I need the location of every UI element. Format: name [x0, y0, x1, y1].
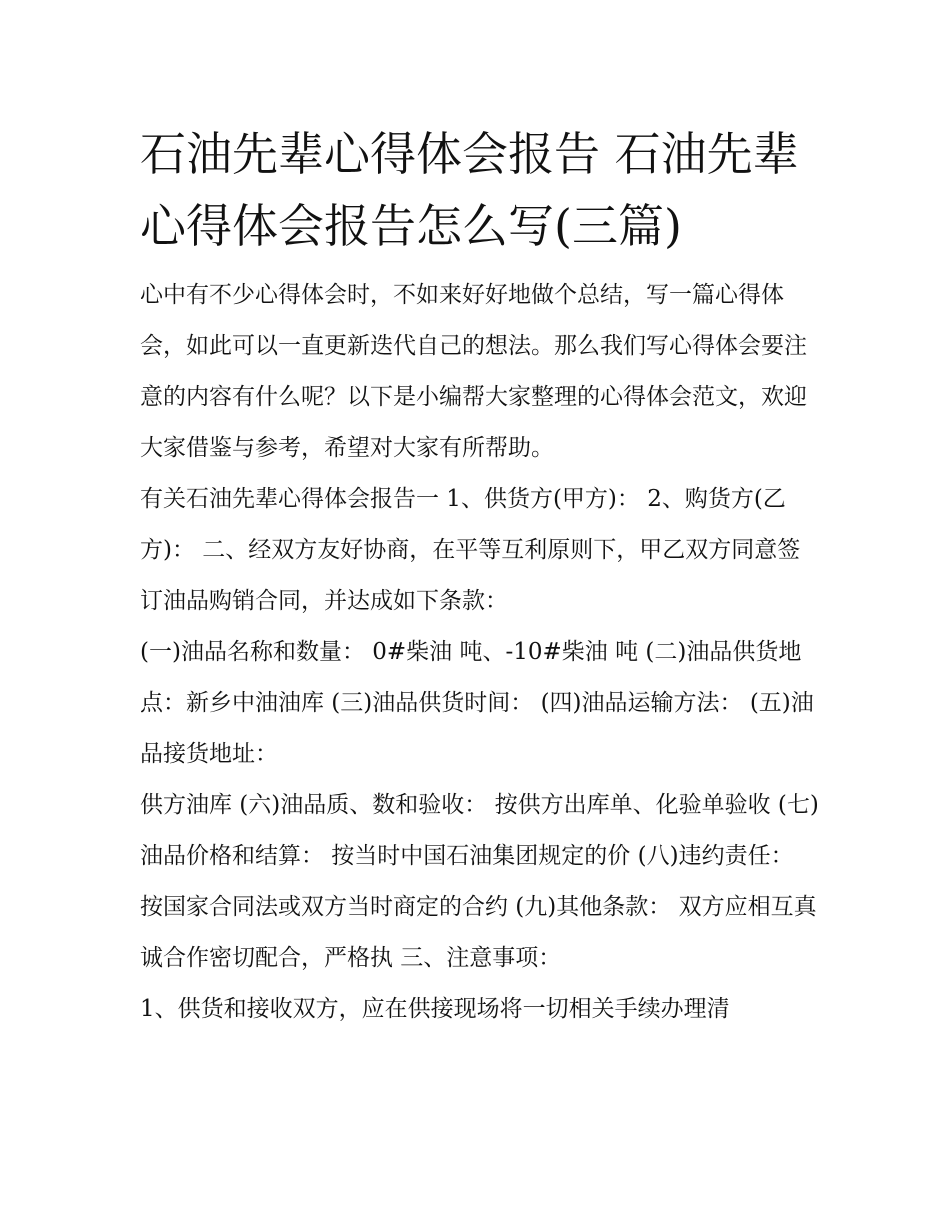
intro-paragraph: 心中有不少心得体会时，不如来好好地做个总结，写一篇心得体会，如此可以一直更新迭代自己的想法。那么我们写心得体会要注意的内容有什么呢？以下是小编帮大家整理的心得体会范文，欢迎大家借鉴与参考，希望对大家有所帮助。 — [140, 282, 807, 461]
body-paragraph: (一)油品名称和数量： 0#柴油 吨、-10#柴油 吨 (二)油品供货地点：新乡中油油库 (三)油品供货时间： (四)油品运输方法： (五)油品接货地址： — [140, 639, 814, 767]
body-paragraph: 供方油库 (六)油品质、数和验收： 按供方出库单、化验单验收 (七)油品价格和结算： 按当时中国石油集团规定的价 (八)违约责任： — [140, 792, 819, 869]
document-page — [140, 118, 820, 1035]
body-paragraph: 1、供货和接收双方，应在供接现场将一切相关手续办理清 — [140, 996, 730, 1022]
body-paragraph: 有关石油先辈心得体会报告一 1、供货方(甲方)： 2、购货方(乙方)： 二、经双方友好协商，在平等互利原则下，甲乙双方同意签订油品购销合同，并达成如下条款： — [140, 486, 801, 614]
body-paragraph: 按国家合同法或双方当时商定的合约 (九)其他条款： 双方应相互真诚合作密切配合，严格执 三、注意事项： — [140, 894, 817, 971]
document-title: 石油先辈心得体会报告 石油先辈心得体会报告怎么写(三篇) — [140, 127, 799, 253]
